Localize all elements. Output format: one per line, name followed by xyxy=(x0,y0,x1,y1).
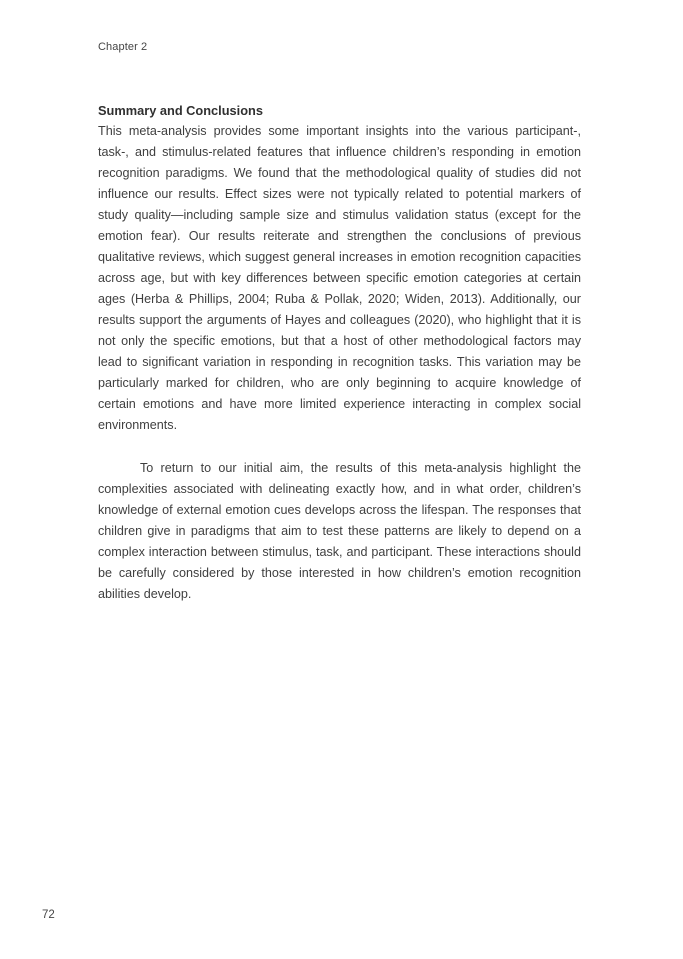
section-heading: Summary and Conclusions xyxy=(98,103,263,118)
running-header-chapter: Chapter 2 xyxy=(98,41,148,53)
body-paragraph-1: This meta-analysis provides some important insights into the various participant-, task-, and stimulus-related features that influence children’s responding in emotion recognition paradigms. We found that the methodological quality of studies did not influence our results. Effect sizes were not typically related to potential markers of study quality—including sample size and stimulus validation status (except for the emotion fear). Our results reiterate and strengthen the conclusions of previous qualitative reviews, which suggest general increases in emotion recognition capacities across age, but with key differences between specific emotion categories at certain ages (Herba & Phillips, 2004; Ruba & Pollak, 2020; Widen, 2013). Additionally, our results support the arguments of Hayes and colleagues (2020), who highlight that it is not only the specific emotions, but that a host of other methodological factors may lead to significant variation in responding in recognition tasks. This variation may be particularly marked for children, who are only beginning to acquire knowledge of certain emotions and have more limited experience interacting in complex social environments. xyxy=(98,124,581,432)
page-number: 72 xyxy=(42,909,55,921)
page-content xyxy=(98,100,581,605)
body-paragraph-2: To return to our initial aim, the results of this meta-analysis highlight the complexities associated with delineating exactly how, and in what order, children’s knowledge of external emotion cues develops across the lifespan. The responses that children give in paradigms that aim to test these patterns are likely to depend on a complex interaction between stimulus, task, and participant. These interactions should be carefully considered by those interested in how children’s emotion recognition abilities develop. xyxy=(98,461,581,601)
